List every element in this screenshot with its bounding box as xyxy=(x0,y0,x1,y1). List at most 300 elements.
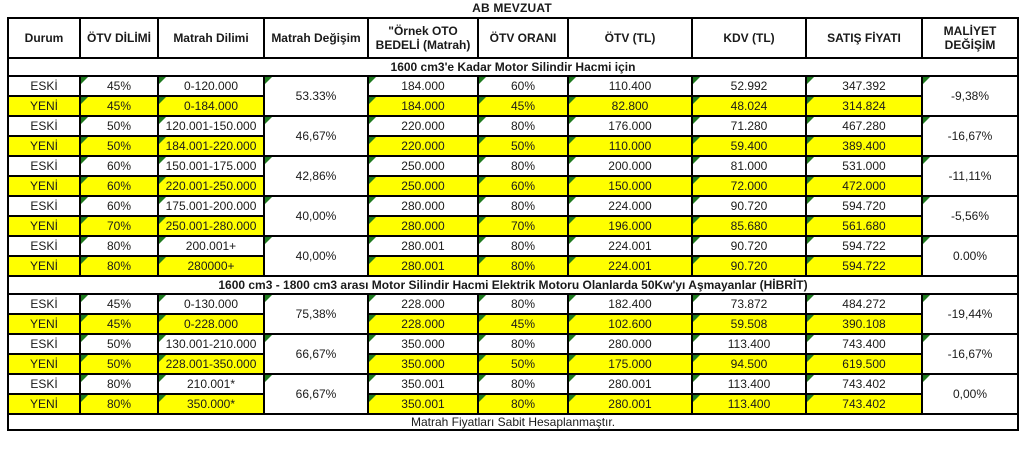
cell-corner-marker-icon xyxy=(81,315,88,322)
durum-cell xyxy=(8,236,80,256)
satis-fiyati-cell-value: 390.108 xyxy=(842,317,886,331)
otv-orani-cell xyxy=(478,294,568,314)
cell-corner-marker-icon xyxy=(807,355,814,362)
maliyet-degisim-cell xyxy=(922,236,1018,276)
data-row-yeni xyxy=(8,394,1018,414)
kdv-tl-cell-value: 48.024 xyxy=(730,99,768,113)
otv-orani-cell-value: 70% xyxy=(510,219,536,233)
kdv-tl-cell-value: 52.992 xyxy=(730,79,768,93)
matrah-degisim-cell xyxy=(264,374,368,414)
matrah-dilimi-cell-value: 184.001-220.000 xyxy=(165,139,257,153)
otv-tax-table xyxy=(7,17,1019,431)
cell-corner-marker-icon xyxy=(159,355,166,362)
matrah-dilimi-cell xyxy=(158,314,264,334)
otv-dilimi-cell xyxy=(80,96,158,116)
otv-tl-cell xyxy=(568,334,692,354)
col-header-maliyet-degisim: MALİYET DEĞİŞİM xyxy=(922,18,1018,58)
ornek-bedel-cell-value: 220.000 xyxy=(401,119,445,133)
durum-cell xyxy=(8,96,80,116)
kdv-tl-cell-value: 59.400 xyxy=(730,139,768,153)
matrah-dilimi-cell xyxy=(158,116,264,136)
otv-orani-cell-value: 50% xyxy=(510,357,536,371)
data-row-eski xyxy=(8,294,1018,314)
matrah-degisim-cell xyxy=(264,116,368,156)
cell-corner-marker-icon xyxy=(479,395,486,402)
cell-corner-marker-icon xyxy=(807,137,814,144)
cell-corner-marker-icon xyxy=(369,375,376,382)
cell-corner-marker-icon xyxy=(159,137,166,144)
otv-dilimi-cell-value: 50% xyxy=(106,337,132,351)
cell-corner-marker-icon xyxy=(569,375,576,382)
otv-tl-cell-value: 280.001 xyxy=(608,397,652,411)
ornek-bedel-cell-value: 228.000 xyxy=(401,297,445,311)
ornek-bedel-cell-value: 350.001 xyxy=(401,377,445,391)
otv-orani-cell xyxy=(478,394,568,414)
data-row-eski xyxy=(8,76,1018,96)
satis-fiyati-cell xyxy=(806,394,922,414)
matrah-dilimi-cell-value: 0-228.000 xyxy=(183,317,239,331)
otv-tl-cell xyxy=(568,394,692,414)
ornek-bedel-cell xyxy=(368,176,478,196)
cell-corner-marker-icon xyxy=(807,97,814,104)
cell-corner-marker-icon xyxy=(569,197,576,204)
matrah-dilimi-cell xyxy=(158,216,264,236)
ornek-bedel-cell-value: 280.001 xyxy=(401,239,445,253)
matrah-degisim-cell-value: 53.33% xyxy=(295,89,337,103)
satis-fiyati-cell-value: 472.000 xyxy=(842,179,886,193)
otv-orani-cell xyxy=(478,256,568,276)
durum-cell xyxy=(8,116,80,136)
maliyet-degisim-cell-value: -5,56% xyxy=(950,209,990,223)
ornek-bedel-cell xyxy=(368,196,478,216)
data-row-eski xyxy=(8,236,1018,256)
col-header-matrah-dilimi: Matrah Dilimi xyxy=(158,18,264,58)
durum-cell xyxy=(8,76,80,96)
kdv-tl-cell xyxy=(692,334,806,354)
otv-dilimi-cell xyxy=(80,136,158,156)
cell-corner-marker-icon xyxy=(569,97,576,104)
otv-tl-cell-value: 182.400 xyxy=(608,297,652,311)
cell-corner-marker-icon xyxy=(159,97,166,104)
maliyet-degisim-cell xyxy=(922,116,1018,156)
satis-fiyati-cell xyxy=(806,196,922,216)
kdv-tl-cell-value: 72.000 xyxy=(730,179,768,193)
otv-tl-cell-value: 176.000 xyxy=(608,119,652,133)
satis-fiyati-cell-value: 531.000 xyxy=(842,159,886,173)
otv-tl-cell xyxy=(568,256,692,276)
matrah-degisim-cell-value: 46,67% xyxy=(295,129,337,143)
durum-cell xyxy=(8,256,80,276)
cell-corner-marker-icon xyxy=(159,395,166,402)
cell-corner-marker-icon xyxy=(693,335,700,342)
durum-cell-value: ESKİ xyxy=(30,199,58,213)
cell-corner-marker-icon xyxy=(693,137,700,144)
cell-corner-marker-icon xyxy=(265,117,272,124)
satis-fiyati-cell xyxy=(806,156,922,176)
cell-corner-marker-icon xyxy=(923,295,930,302)
data-row-yeni xyxy=(8,96,1018,116)
satis-fiyati-cell-value: 389.400 xyxy=(842,139,886,153)
cell-corner-marker-icon xyxy=(159,77,166,84)
cell-corner-marker-icon xyxy=(693,395,700,402)
cell-corner-marker-icon xyxy=(807,315,814,322)
cell-corner-marker-icon xyxy=(569,117,576,124)
otv-orani-cell xyxy=(478,354,568,374)
data-row-eski xyxy=(8,374,1018,394)
cell-corner-marker-icon xyxy=(81,137,88,144)
satis-fiyati-cell xyxy=(806,334,922,354)
ornek-bedel-cell-value: 250.000 xyxy=(401,179,445,193)
cell-corner-marker-icon xyxy=(369,177,376,184)
satis-fiyati-cell-value: 467.280 xyxy=(842,119,886,133)
otv-dilimi-cell xyxy=(80,196,158,216)
cell-corner-marker-icon xyxy=(693,257,700,264)
section-header-row xyxy=(8,276,1018,294)
ornek-bedel-cell-value: 350.001 xyxy=(401,397,445,411)
cell-corner-marker-icon xyxy=(159,335,166,342)
matrah-degisim-cell-value: 40,00% xyxy=(295,249,337,263)
cell-corner-marker-icon xyxy=(81,355,88,362)
kdv-tl-cell-value: 85.680 xyxy=(730,219,768,233)
cell-corner-marker-icon xyxy=(693,177,700,184)
matrah-dilimi-cell-value: 130.001-210.000 xyxy=(165,337,257,351)
satis-fiyati-cell xyxy=(806,294,922,314)
otv-tl-cell xyxy=(568,96,692,116)
ornek-bedel-cell xyxy=(368,294,478,314)
otv-tl-cell xyxy=(568,136,692,156)
otv-tl-cell-value: 102.600 xyxy=(608,317,652,331)
cell-corner-marker-icon xyxy=(479,97,486,104)
maliyet-degisim-cell xyxy=(922,294,1018,334)
durum-cell xyxy=(8,354,80,374)
data-row-yeni xyxy=(8,136,1018,156)
otv-dilimi-cell xyxy=(80,256,158,276)
matrah-dilimi-cell xyxy=(158,256,264,276)
col-header-matrah-degisim: Matrah Değişim xyxy=(264,18,368,58)
cell-corner-marker-icon xyxy=(693,237,700,244)
durum-cell-value: YENİ xyxy=(29,259,58,273)
cell-corner-marker-icon xyxy=(81,117,88,124)
cell-corner-marker-icon xyxy=(693,355,700,362)
cell-corner-marker-icon xyxy=(369,97,376,104)
otv-dilimi-cell xyxy=(80,314,158,334)
footer-note: Matrah Fiyatları Sabit Hesaplanmaştır. xyxy=(8,414,1018,430)
cell-corner-marker-icon xyxy=(81,97,88,104)
otv-dilimi-cell-value: 45% xyxy=(106,297,132,311)
otv-orani-cell-value: 80% xyxy=(510,337,536,351)
col-header-otv-dilimi: ÖTV DİLİMİ xyxy=(80,18,158,58)
ornek-bedel-cell xyxy=(368,156,478,176)
cell-corner-marker-icon xyxy=(81,257,88,264)
kdv-tl-cell-value: 113.400 xyxy=(727,337,771,351)
otv-orani-cell xyxy=(478,236,568,256)
durum-cell xyxy=(8,294,80,314)
kdv-tl-cell-value: 81.000 xyxy=(730,159,768,173)
cell-corner-marker-icon xyxy=(81,237,88,244)
durum-cell-value: YENİ xyxy=(29,397,58,411)
kdv-tl-cell xyxy=(692,374,806,394)
otv-orani-cell-value: 80% xyxy=(510,397,536,411)
ornek-bedel-cell xyxy=(368,334,478,354)
otv-orani-cell xyxy=(478,156,568,176)
otv-tl-cell xyxy=(568,116,692,136)
cell-corner-marker-icon xyxy=(159,117,166,124)
cell-corner-marker-icon xyxy=(479,295,486,302)
otv-tl-cell-value: 280.000 xyxy=(608,337,652,351)
cell-corner-marker-icon xyxy=(159,315,166,322)
cell-corner-marker-icon xyxy=(807,197,814,204)
kdv-tl-cell-value: 113.400 xyxy=(727,377,771,391)
cell-corner-marker-icon xyxy=(807,157,814,164)
durum-cell xyxy=(8,136,80,156)
ornek-bedel-cell-value: 350.000 xyxy=(401,337,445,351)
durum-cell xyxy=(8,394,80,414)
matrah-dilimi-cell-value: 0-184.000 xyxy=(183,99,239,113)
data-row-yeni xyxy=(8,256,1018,276)
matrah-dilimi-cell-value: 150.001-175.000 xyxy=(165,159,257,173)
kdv-tl-cell xyxy=(692,196,806,216)
otv-orani-cell-value: 45% xyxy=(510,99,536,113)
otv-tl-cell xyxy=(568,196,692,216)
satis-fiyati-cell-value: 484.272 xyxy=(842,297,886,311)
satis-fiyati-cell-value: 561.680 xyxy=(842,219,886,233)
cell-corner-marker-icon xyxy=(923,375,930,382)
cell-corner-marker-icon xyxy=(569,295,576,302)
ornek-bedel-cell xyxy=(368,394,478,414)
maliyet-degisim-cell-value: -16,67% xyxy=(947,129,993,143)
otv-dilimi-cell-value: 80% xyxy=(106,397,132,411)
matrah-dilimi-cell-value: 0-120.000 xyxy=(183,79,239,93)
cell-corner-marker-icon xyxy=(693,77,700,84)
maliyet-degisim-cell-value: 0,00% xyxy=(952,387,988,401)
otv-tl-cell xyxy=(568,374,692,394)
cell-corner-marker-icon xyxy=(693,197,700,204)
cell-corner-marker-icon xyxy=(265,335,272,342)
kdv-tl-cell-value: 90.720 xyxy=(730,259,768,273)
cell-corner-marker-icon xyxy=(479,137,486,144)
cell-corner-marker-icon xyxy=(479,315,486,322)
cell-corner-marker-icon xyxy=(479,157,486,164)
cell-corner-marker-icon xyxy=(265,295,272,302)
matrah-degisim-cell-value: 40,00% xyxy=(295,209,337,223)
kdv-tl-cell xyxy=(692,394,806,414)
otv-tl-cell-value: 224.000 xyxy=(608,199,652,213)
kdv-tl-cell xyxy=(692,156,806,176)
cell-corner-marker-icon xyxy=(159,295,166,302)
cell-corner-marker-icon xyxy=(569,395,576,402)
cell-corner-marker-icon xyxy=(369,257,376,264)
cell-corner-marker-icon xyxy=(569,257,576,264)
otv-tl-cell xyxy=(568,216,692,236)
kdv-tl-cell xyxy=(692,136,806,156)
matrah-degisim-cell xyxy=(264,196,368,236)
ornek-bedel-cell xyxy=(368,374,478,394)
ornek-bedel-cell xyxy=(368,96,478,116)
otv-orani-cell-value: 50% xyxy=(510,139,536,153)
data-row-yeni xyxy=(8,176,1018,196)
otv-dilimi-cell xyxy=(80,374,158,394)
otv-dilimi-cell-value: 80% xyxy=(106,377,132,391)
ornek-bedel-cell-value: 280.000 xyxy=(401,219,445,233)
matrah-dilimi-cell xyxy=(158,294,264,314)
otv-orani-cell xyxy=(478,196,568,216)
section-header: 1600 cm3 - 1800 cm3 arası Motor Silindir Hacmi Elektrik Motoru Olanlarda 50Kw'yı Aşmayanlar (HİBRİT) xyxy=(8,276,1018,294)
maliyet-degisim-cell-value: 0.00% xyxy=(952,249,988,263)
satis-fiyati-cell xyxy=(806,176,922,196)
cell-corner-marker-icon xyxy=(265,157,272,164)
cell-corner-marker-icon xyxy=(693,315,700,322)
cell-corner-marker-icon xyxy=(369,197,376,204)
cell-corner-marker-icon xyxy=(479,257,486,264)
matrah-degisim-cell xyxy=(264,236,368,276)
col-header-otv-tl: ÖTV (TL) xyxy=(568,18,692,58)
ornek-bedel-cell xyxy=(368,236,478,256)
col-header-satis-fiyati: SATIŞ FİYATI xyxy=(806,18,922,58)
matrah-dilimi-cell xyxy=(158,156,264,176)
matrah-degisim-cell-value: 66,67% xyxy=(295,387,337,401)
ornek-bedel-cell xyxy=(368,216,478,236)
cell-corner-marker-icon xyxy=(81,157,88,164)
satis-fiyati-cell xyxy=(806,256,922,276)
matrah-dilimi-cell-value: 228.001-350.000 xyxy=(165,357,257,371)
kdv-tl-cell-value: 90.720 xyxy=(730,239,768,253)
durum-cell-value: ESKİ xyxy=(30,297,58,311)
cell-corner-marker-icon xyxy=(807,395,814,402)
ornek-bedel-cell xyxy=(368,136,478,156)
cell-corner-marker-icon xyxy=(81,177,88,184)
cell-corner-marker-icon xyxy=(265,375,272,382)
cell-corner-marker-icon xyxy=(369,237,376,244)
satis-fiyati-cell-value: 594.720 xyxy=(842,199,886,213)
matrah-dilimi-cell-value: 175.001-200.000 xyxy=(165,199,257,213)
data-row-eski xyxy=(8,116,1018,136)
cell-corner-marker-icon xyxy=(369,335,376,342)
otv-orani-cell-value: 80% xyxy=(510,377,536,391)
otv-tl-cell xyxy=(568,176,692,196)
otv-orani-cell xyxy=(478,76,568,96)
kdv-tl-cell xyxy=(692,216,806,236)
satis-fiyati-cell xyxy=(806,374,922,394)
durum-cell-value: YENİ xyxy=(29,179,58,193)
kdv-tl-cell xyxy=(692,176,806,196)
otv-dilimi-cell xyxy=(80,156,158,176)
cell-corner-marker-icon xyxy=(479,237,486,244)
cell-corner-marker-icon xyxy=(479,355,486,362)
otv-orani-cell xyxy=(478,136,568,156)
cell-corner-marker-icon xyxy=(159,375,166,382)
kdv-tl-cell xyxy=(692,76,806,96)
cell-corner-marker-icon xyxy=(693,375,700,382)
otv-orani-cell-value: 80% xyxy=(510,119,536,133)
otv-dilimi-cell xyxy=(80,76,158,96)
otv-orani-cell-value: 45% xyxy=(510,317,536,331)
matrah-dilimi-cell-value: 200.001+ xyxy=(185,239,237,253)
durum-cell xyxy=(8,374,80,394)
matrah-degisim-cell xyxy=(264,156,368,196)
matrah-dilimi-cell-value: 250.001-280.000 xyxy=(165,219,257,233)
kdv-tl-cell xyxy=(692,236,806,256)
cell-corner-marker-icon xyxy=(81,375,88,382)
maliyet-degisim-cell xyxy=(922,76,1018,116)
otv-tl-cell-value: 110.400 xyxy=(608,79,652,93)
otv-orani-cell xyxy=(478,216,568,236)
otv-dilimi-cell xyxy=(80,354,158,374)
cell-corner-marker-icon xyxy=(81,197,88,204)
satis-fiyati-cell-value: 743.402 xyxy=(842,377,886,391)
cell-corner-marker-icon xyxy=(265,237,272,244)
otv-orani-cell xyxy=(478,116,568,136)
otv-tl-cell-value: 110.000 xyxy=(608,139,652,153)
otv-dilimi-cell-value: 45% xyxy=(106,79,132,93)
otv-dilimi-cell-value: 70% xyxy=(106,219,132,233)
otv-tl-cell xyxy=(568,294,692,314)
kdv-tl-cell-value: 73.872 xyxy=(730,297,768,311)
kdv-tl-cell xyxy=(692,294,806,314)
data-row-eski xyxy=(8,196,1018,216)
cell-corner-marker-icon xyxy=(369,137,376,144)
satis-fiyati-cell-value: 619.500 xyxy=(842,357,886,371)
cell-corner-marker-icon xyxy=(569,355,576,362)
matrah-degisim-cell-value: 42,86% xyxy=(295,169,337,183)
kdv-tl-cell xyxy=(692,256,806,276)
cell-corner-marker-icon xyxy=(569,335,576,342)
cell-corner-marker-icon xyxy=(923,77,930,84)
page-title: AB MEVZUAT xyxy=(472,1,552,15)
matrah-dilimi-cell xyxy=(158,354,264,374)
matrah-dilimi-cell xyxy=(158,196,264,216)
otv-tl-cell-value: 150.000 xyxy=(608,179,652,193)
data-row-yeni xyxy=(8,314,1018,334)
cell-corner-marker-icon xyxy=(159,177,166,184)
matrah-dilimi-cell xyxy=(158,176,264,196)
cell-corner-marker-icon xyxy=(159,217,166,224)
footer-row xyxy=(8,414,1018,430)
cell-corner-marker-icon xyxy=(159,257,166,264)
otv-orani-cell-value: 80% xyxy=(510,159,536,173)
otv-dilimi-cell xyxy=(80,394,158,414)
ornek-bedel-cell-value: 280.000 xyxy=(401,199,445,213)
ornek-bedel-cell-value: 184.000 xyxy=(401,99,445,113)
satis-fiyati-cell-value: 314.824 xyxy=(842,99,886,113)
otv-dilimi-cell-value: 50% xyxy=(106,119,132,133)
satis-fiyati-cell xyxy=(806,76,922,96)
kdv-tl-cell-value: 71.280 xyxy=(730,119,768,133)
ornek-bedel-cell xyxy=(368,256,478,276)
otv-tl-cell-value: 82.800 xyxy=(611,99,649,113)
durum-cell-value: ESKİ xyxy=(30,377,58,391)
cell-corner-marker-icon xyxy=(479,117,486,124)
satis-fiyati-cell xyxy=(806,116,922,136)
cell-corner-marker-icon xyxy=(923,237,930,244)
cell-corner-marker-icon xyxy=(807,217,814,224)
maliyet-degisim-cell-value: -19,44% xyxy=(947,307,993,321)
satis-fiyati-cell xyxy=(806,354,922,374)
durum-cell xyxy=(8,156,80,176)
kdv-tl-cell-value: 90.720 xyxy=(730,199,768,213)
kdv-tl-cell xyxy=(692,96,806,116)
header-row xyxy=(8,18,1018,58)
durum-cell-value: ESKİ xyxy=(30,239,58,253)
cell-corner-marker-icon xyxy=(693,217,700,224)
maliyet-degisim-cell xyxy=(922,156,1018,196)
satis-fiyati-cell xyxy=(806,236,922,256)
otv-dilimi-cell xyxy=(80,176,158,196)
cell-corner-marker-icon xyxy=(265,77,272,84)
cell-corner-marker-icon xyxy=(479,177,486,184)
matrah-dilimi-cell xyxy=(158,334,264,354)
cell-corner-marker-icon xyxy=(369,395,376,402)
cell-corner-marker-icon xyxy=(369,355,376,362)
